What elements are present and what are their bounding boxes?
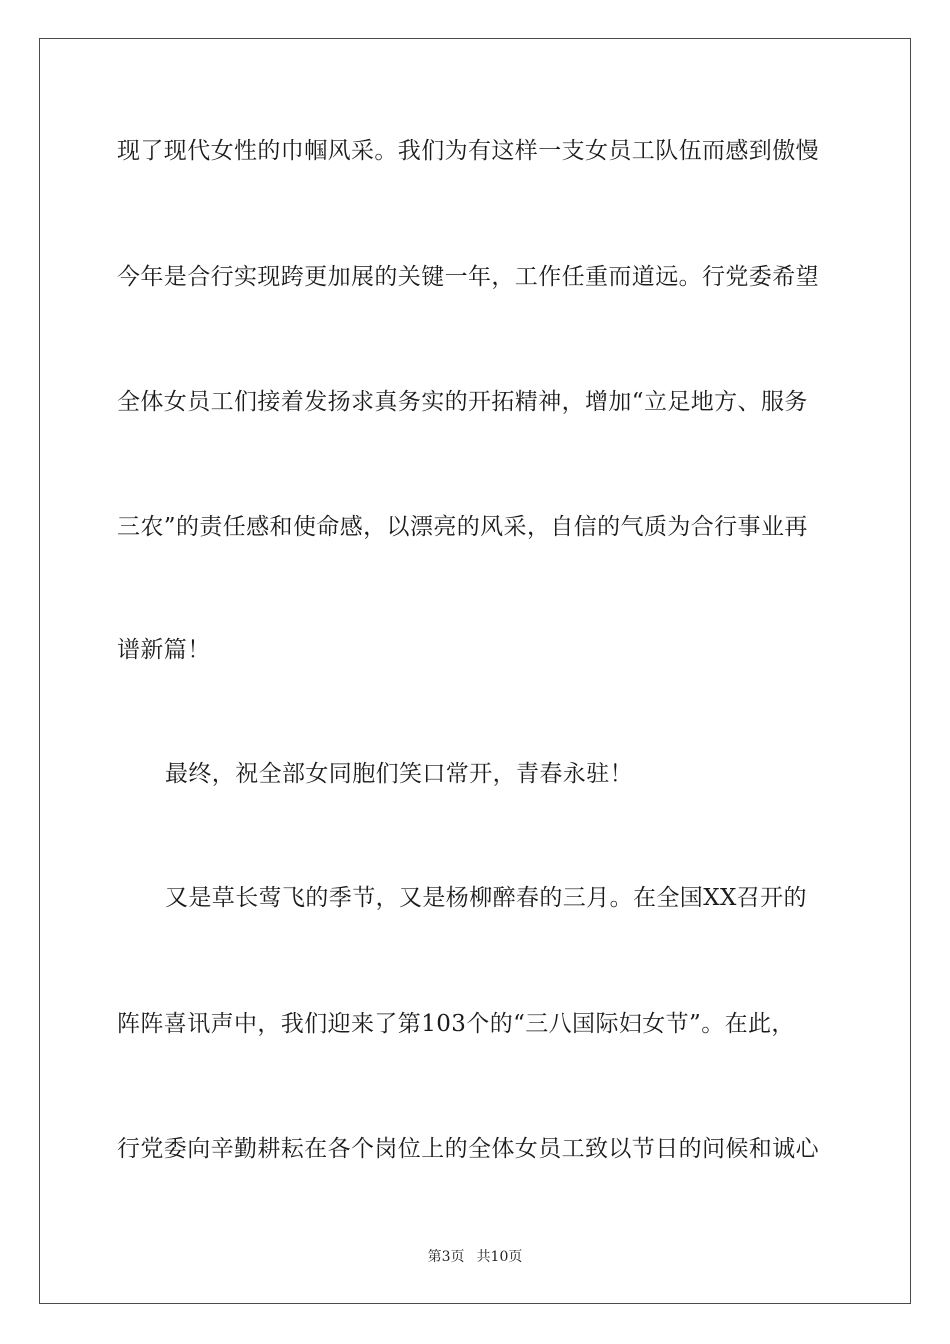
- body-text-line-9: 行党委向辛勤耕耘在各个岗位上的全体女员工致以节日的问候和诚心: [117, 1136, 819, 1162]
- body-text-line-1: 现了现代女性的巾帼风采。我们为有这样一支女员工队伍而感到傲慢: [117, 138, 819, 164]
- body-text-line-4: 三农”的责任感和使命感，以漂亮的风采，自信的气质为合行事业再: [117, 514, 808, 540]
- page-number: 第3页: [427, 1249, 465, 1265]
- body-text-line-2: 今年是合行实现跨更加展的关键一年，工作任重而道远。行党委希望: [117, 264, 819, 290]
- body-text-line-7: 又是草长莺飞的季节，又是杨柳醉春的三月。在全国XX召开的: [165, 885, 807, 911]
- body-text-line-8: 阵阵喜讯声中，我们迎来了第103个的“三八国际妇女节”。在此，: [117, 1011, 795, 1037]
- body-text-line-5: 谱新篇！: [117, 637, 211, 663]
- body-text-line-3: 全体女员工们接着发扬求真务实的开拓精神，增加“立足地方、服务: [117, 389, 808, 415]
- page-footer: [0, 1248, 950, 1266]
- body-text-line-6: 最终，祝全部女同胞们笑口常开，青春永驻！: [165, 761, 633, 787]
- page-border: [39, 38, 911, 1304]
- page-total: 共10页: [476, 1249, 523, 1265]
